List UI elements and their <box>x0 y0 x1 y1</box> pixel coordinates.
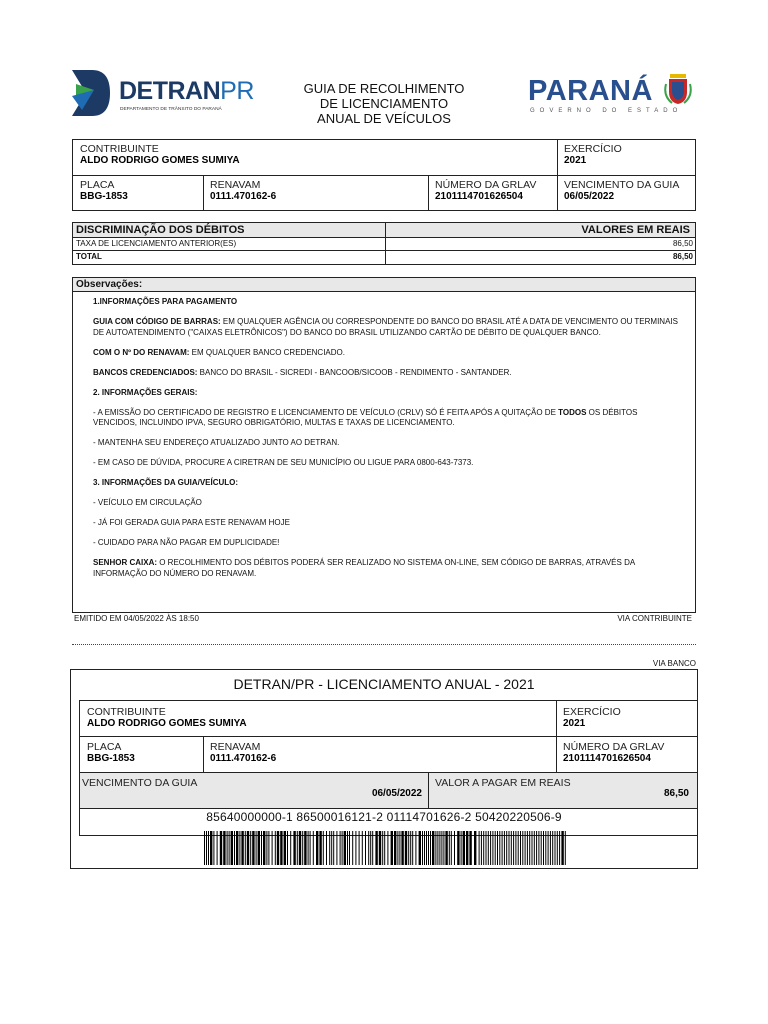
barcode-bar <box>443 831 444 865</box>
renavam-cell <box>203 176 428 203</box>
barcode-bar <box>548 831 549 865</box>
barcode-bar <box>252 831 254 865</box>
barcode-bar <box>287 831 288 865</box>
barcode-bar <box>432 831 434 865</box>
title-line-1: GUIA DE RECOLHIMENTO <box>303 81 465 96</box>
barcode-bar <box>488 831 489 865</box>
slip-renavam-cell <box>203 738 556 765</box>
slip-contribuinte-label: CONTRIBUINTE <box>87 706 166 718</box>
slip-valor-cell <box>429 773 697 808</box>
slip-exercicio-label: EXERCÍCIO <box>563 706 621 718</box>
barcode-bar <box>333 831 334 865</box>
barcode-bar <box>365 831 366 865</box>
barcode-bar <box>319 831 321 865</box>
barcode-bar <box>502 831 503 865</box>
parana-subtitle: GOVERNO DO ESTADO <box>530 108 683 114</box>
barcode-bar <box>342 831 343 865</box>
typeable-line: 85640000000-1 86500016121-2 01114701626-2 50420220506-9 <box>206 810 562 824</box>
barcode-bar <box>492 831 493 865</box>
barcode-bar <box>520 831 521 865</box>
barcode-bar <box>204 831 205 865</box>
barcode-bar <box>495 831 496 865</box>
observations-box <box>72 277 696 613</box>
placa-cell <box>73 176 203 203</box>
barcode-bar <box>304 831 306 865</box>
barcode-bar <box>408 831 409 865</box>
barcode-bar <box>234 831 235 865</box>
barcode-bar <box>439 831 440 865</box>
barcode-bar <box>479 831 480 865</box>
barcode-bar <box>461 831 462 865</box>
barcode-bar <box>258 831 260 865</box>
slip-placa-cell <box>80 738 203 765</box>
title-line-3: ANUAL DE VEÍCULOS <box>317 111 451 126</box>
renavam-value: 0111.470162-6 <box>210 191 277 202</box>
vencimento-value: 06/05/2022 <box>564 191 615 202</box>
barcode-bar <box>250 831 251 865</box>
contribuinte-cell <box>73 140 557 167</box>
slip-exercicio-cell <box>556 703 696 730</box>
placa-label: PLACA <box>80 179 115 191</box>
barcode-bar <box>239 831 240 865</box>
bank-slip-title: DETRAN/PR - LICENCIAMENTO ANUAL - 2021 <box>233 676 535 692</box>
barcode-bar <box>534 831 535 865</box>
barcode-bar <box>326 831 327 865</box>
barcode-bar <box>481 831 482 865</box>
barcode-bar <box>220 831 222 865</box>
barcode-bar <box>497 831 498 865</box>
barcode-bar <box>437 831 438 865</box>
emission-timestamp: EMITIDO EM 04/05/2022 ÀS 18:50 <box>74 614 199 623</box>
slip-vencimento-value: 06/05/2022 <box>371 788 422 799</box>
observations-content <box>93 297 683 589</box>
barcode-bar <box>382 831 383 865</box>
barcode-bar <box>272 831 273 865</box>
barcode-bar <box>268 831 269 865</box>
barcode-bar <box>247 831 249 865</box>
vencimento-cell <box>557 176 695 203</box>
barcode-bar <box>368 831 369 865</box>
barcode-bar <box>362 831 363 865</box>
title-line-2: DE LICENCIAMENTO <box>319 96 449 111</box>
slip-valor-label: VALOR A PAGAR EM REAIS <box>435 777 571 789</box>
obs-crlv-info: - A EMISSÃO DO CERTIFICADO DE REGISTRO E LICENCIAMENTO DE VEÍCULO (CRLV) SÓ É FEITA APÓS A QUITAÇÃO DE TODOS OS DÉBITOS VENCIDOS, INCLUINDO IPVA, SEGURO OBRIGATÓRIO, MULTAS E TAXAS DE LICENCIAMENTO. <box>93 407 638 427</box>
slip-renavam-label: RENAVAM <box>210 741 261 753</box>
barcode-bar <box>297 831 298 865</box>
barcode-bar <box>518 831 519 865</box>
barcode-bar <box>245 831 246 865</box>
via-contribuinte-label: VIA CONTRIBUINTE <box>617 614 692 623</box>
barcode-bar <box>206 831 207 865</box>
barcode-bar <box>550 831 551 865</box>
observations-header <box>73 278 695 292</box>
barcode-bar <box>557 831 558 865</box>
barcode-bar <box>449 831 450 865</box>
barcode-bar <box>543 831 544 865</box>
barcode-bar <box>302 831 303 865</box>
barcode-bar <box>441 831 442 865</box>
barcode-bar <box>331 831 332 865</box>
barcode-bar <box>261 831 262 865</box>
slip-contribuinte-cell <box>80 703 556 730</box>
barcode-bar <box>559 831 560 865</box>
exercicio-label: EXERCÍCIO <box>564 143 622 155</box>
barcode-bar <box>401 831 403 865</box>
barcode-bar <box>323 831 324 865</box>
barcode-bar <box>513 831 514 865</box>
detran-subtitle: DEPARTAMENTO DE TRÂNSITO DO PARANÁ <box>120 107 222 112</box>
barcode-bar <box>391 831 393 865</box>
barcode-bar <box>308 831 309 865</box>
vencimento-label: VENCIMENTO DA GUIA <box>564 179 680 191</box>
barcode-bar <box>565 831 566 865</box>
barcode-bar <box>277 831 279 865</box>
debt-desc: TAXA DE LICENCIAMENTO ANTERIOR(ES) <box>76 239 237 248</box>
barcode-bar <box>227 831 228 865</box>
barcode-bar <box>428 831 429 865</box>
grlav-label: NÚMERO DA GRLAV <box>435 179 537 191</box>
barcode-bar <box>210 831 212 865</box>
barcode-bar <box>405 831 407 865</box>
barcode-bar <box>499 831 500 865</box>
barcode-bar <box>223 831 225 865</box>
barcode-bar <box>310 831 311 865</box>
barcode-bar <box>463 831 465 865</box>
barcode-bar <box>229 831 230 865</box>
barcode-bar <box>299 831 301 865</box>
barcode-bar <box>538 831 539 865</box>
barcode-bar <box>399 831 400 865</box>
obs-doubt-info: - EM CASO DE DÚVIDA, PROCURE A CIRETRAN DE SEU MUNICÍPIO OU LIGUE PARA 0800-643-7373. <box>93 458 474 467</box>
barcode-bar <box>474 831 476 865</box>
barcode-bar <box>515 831 516 865</box>
barcode-bar <box>506 831 507 865</box>
barcode-bar <box>340 831 341 865</box>
section-2-title: 2. INFORMAÇÕES GERAIS: <box>93 387 198 397</box>
barcode-bar <box>375 831 377 865</box>
detran-arrow-icon <box>72 70 112 116</box>
barcode-bar <box>236 831 238 865</box>
barcode-bar <box>263 831 265 865</box>
barcode-bar <box>509 831 510 865</box>
grlav-value: 2101114701626504 <box>435 191 523 202</box>
obs-banks-info: BANCOS CREDENCIADOS: BANCO DO BRASIL - SICREDI - BANCOOB/SICOOB - RENDIMENTO - SANTANDER. <box>93 367 512 377</box>
debt-value: 86,50 <box>672 239 693 248</box>
barcode-bar <box>213 831 214 865</box>
barcode-bar <box>370 831 371 865</box>
total-label: TOTAL <box>76 252 102 261</box>
barcode-bar <box>313 831 314 865</box>
barcode-bar <box>231 831 233 865</box>
barcode-bar <box>511 831 512 865</box>
slip-vencimento-cell <box>80 773 429 808</box>
barcode-bar <box>349 831 350 865</box>
barcode-bar <box>394 831 396 865</box>
barcode-bar <box>483 831 484 865</box>
obs-guide-generated: - JÁ FOI GERADA GUIA PARA ESTE RENAVAM HOJE <box>93 518 290 527</box>
taxpayer-info-box <box>72 139 696 211</box>
contribuinte-label: CONTRIBUINTE <box>80 143 159 155</box>
barcode-bar <box>397 831 398 865</box>
barcode-bar <box>256 831 257 865</box>
debts-table-header <box>73 223 695 238</box>
barcode-bar <box>412 831 413 865</box>
obs-duplicate-warning: - CUIDADO PARA NÃO PAGAR EM DUPLICIDADE! <box>93 538 280 547</box>
debts-header-right: VALORES EM REAIS <box>581 224 690 236</box>
slip-valor-value: 86,50 <box>663 788 689 799</box>
barcode-bar <box>241 831 243 865</box>
exercicio-value: 2021 <box>564 155 587 166</box>
barcode-bar <box>490 831 491 865</box>
barcode-bar <box>344 831 346 865</box>
barcode-bar <box>384 831 385 865</box>
barcode-bar <box>457 831 459 865</box>
barcode-bar <box>466 831 468 865</box>
section-1-title: 1.INFORMAÇÕES PARA PAGAMENTO <box>93 297 238 306</box>
parana-brand-text: PARANÁ <box>528 75 653 107</box>
barcode-bar <box>280 831 282 865</box>
slip-grlav-cell <box>556 738 696 765</box>
barcode-bar <box>355 831 356 865</box>
detran-brand-text: DETRAN <box>119 77 221 105</box>
barcode-bar <box>359 831 360 865</box>
barcode-bar <box>419 831 421 865</box>
detran-brand-pr: PR <box>220 77 254 105</box>
total-value: 86,50 <box>672 252 693 261</box>
slip-renavam-value: 0111.470162-6 <box>210 753 277 764</box>
slip-grlav-value: 2101114701626504 <box>563 753 651 764</box>
obs-renavam-info: COM O Nº DO RENAVAM: EM QUALQUER BANCO CREDENCIADO. <box>93 347 345 357</box>
slip-exercicio-value: 2021 <box>563 718 586 729</box>
barcode-bar <box>329 831 330 865</box>
obs-vehicle-status: - VEÍCULO EM CIRCULAÇÃO <box>93 498 202 507</box>
barcode-bar <box>529 831 530 865</box>
table-row-total <box>73 251 695 264</box>
barcode-bar <box>445 831 447 865</box>
barcode-bar <box>422 831 423 865</box>
obs-cashier-info: SENHOR CAIXA: O RECOLHIMENTO DOS DÉBITOS PODERÁ SER REALIZADO NO SISTEMA ON-LINE, SEM CÓDIGO DE BARRAS, ATRAVÉS DA INFORMAÇÃO DO NÚMERO DO RENAVAM. <box>93 558 635 578</box>
barcode-bar <box>430 831 431 865</box>
slip-placa-value: BBG-1853 <box>87 753 135 764</box>
parana-logo <box>528 70 696 118</box>
barcode-bar <box>275 831 276 865</box>
obs-address-info: - MANTENHA SEU ENDEREÇO ATUALIZADO JUNTO AO DETRAN. <box>93 438 340 447</box>
barcode-bar <box>536 831 537 865</box>
exercicio-cell <box>557 140 695 167</box>
barcode-bar <box>469 831 471 865</box>
via-banco-label: VIA BANCO <box>652 659 696 668</box>
barcode-bar <box>545 831 546 865</box>
barcode-bar <box>293 831 295 865</box>
barcode-bar <box>387 831 388 865</box>
table-row <box>73 238 695 251</box>
barcode-bar <box>290 831 291 865</box>
barcode-bar <box>486 831 487 865</box>
barcode-bar <box>541 831 542 865</box>
barcode-bar <box>435 831 436 865</box>
barcode-bar <box>552 831 553 865</box>
document-title <box>284 81 484 126</box>
barcode-bar <box>379 831 381 865</box>
barcode-bar <box>316 831 318 865</box>
barcode-bar <box>522 831 523 865</box>
barcode-bar <box>410 831 411 865</box>
barcode-bar <box>532 831 533 865</box>
debts-header-left: DISCRIMINAÇÃO DOS DÉBITOS <box>76 224 245 236</box>
barcode-bar <box>284 831 286 865</box>
barcode-bar <box>561 831 563 865</box>
detran-logo <box>72 70 254 116</box>
cut-line-divider <box>72 644 696 645</box>
barcode-bar <box>527 831 528 865</box>
barcode <box>204 831 566 865</box>
barcode-bar <box>504 831 505 865</box>
observations-title: Observações: <box>76 279 143 290</box>
barcode-bar <box>451 831 452 865</box>
barcode-bar <box>555 831 556 865</box>
barcode-bar <box>426 831 427 865</box>
slip-placa-label: PLACA <box>87 741 122 753</box>
barcode-bar <box>372 831 373 865</box>
barcode-bar <box>347 831 348 865</box>
placa-value: BBG-1853 <box>80 191 128 202</box>
barcode-bar <box>525 831 526 865</box>
renavam-label: RENAVAM <box>210 179 261 191</box>
barcode-bar <box>336 831 337 865</box>
section-3-title: 3. INFORMAÇÕES DA GUIA/VEÍCULO: <box>93 478 239 487</box>
parana-coat-of-arms-icon <box>664 72 692 106</box>
barcode-bar <box>266 831 267 865</box>
obs-barcode-info: GUIA COM CÓDIGO DE BARRAS: EM QUALQUER AGÊNCIA OU CORRESPONDENTE DO BANCO DO BRASIL ATÉ A DATA DE VENCIMENTO OU TERMINAIS DE AUTOATENDIMENTO ("CAIXAS ELETRÔNICOS") DO BANCO DO BRASIL UTILIZANDO CARTÃO DE DÉBITO DE QUALQUER BANCO. <box>93 317 678 337</box>
slip-contribuinte-value: ALDO RODRIGO GOMES SUMIYA <box>87 718 247 729</box>
debts-table <box>72 222 696 265</box>
barcode-bar <box>424 831 425 865</box>
slip-grlav-label: NÚMERO DA GRLAV <box>563 741 665 753</box>
barcode-bar <box>217 831 218 865</box>
barcode-bar <box>352 831 353 865</box>
grlav-cell <box>428 176 557 203</box>
barcode-bar <box>208 831 209 865</box>
bank-slip <box>70 669 698 869</box>
contribuinte-value: ALDO RODRIGO GOMES SUMIYA <box>80 155 240 166</box>
slip-vencimento-label: VENCIMENTO DA GUIA <box>82 777 198 789</box>
barcode-bar <box>415 831 416 865</box>
barcode-bar <box>454 831 455 865</box>
